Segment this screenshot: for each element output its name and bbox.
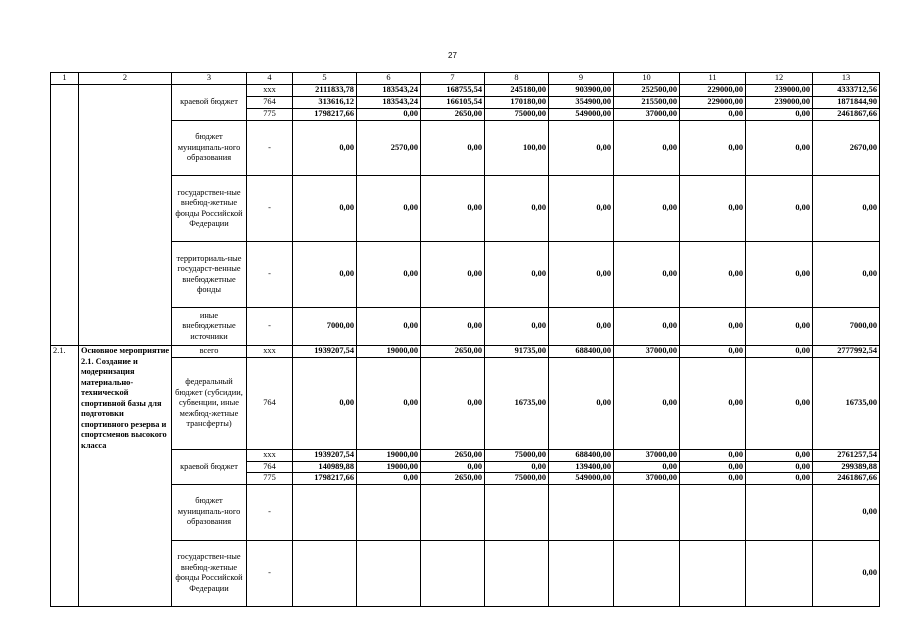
- federal-budget-row: [51, 358, 880, 450]
- value-col-7: 2650,00: [421, 473, 485, 485]
- value-col-5: [293, 484, 357, 540]
- value-col-9: 0,00: [549, 121, 614, 176]
- value-col-10: [614, 540, 680, 606]
- value-col-11: 0,00: [680, 109, 746, 121]
- value-col-7: [421, 484, 485, 540]
- column-header-6: 6: [357, 73, 421, 85]
- value-col-5: 1939207,54: [293, 346, 357, 358]
- budget-code: 764: [247, 97, 293, 109]
- column-header-13: 13: [813, 73, 880, 85]
- value-col-12: 0,00: [746, 242, 813, 308]
- value-col-10: 0,00: [614, 242, 680, 308]
- value-col-5: 2111833,78: [293, 85, 357, 97]
- value-col-7: 0,00: [421, 461, 485, 473]
- value-col-9: 903900,00: [549, 85, 614, 97]
- budget-code: ххх: [247, 346, 293, 358]
- value-col-5: 7000,00: [293, 308, 357, 346]
- budget-code: ххх: [247, 450, 293, 462]
- value-col-9: 0,00: [549, 358, 614, 450]
- source-row: [51, 121, 880, 176]
- value-col-12: [746, 484, 813, 540]
- source-row: [51, 242, 880, 308]
- source-row: [51, 540, 880, 606]
- value-col-9: 354900,00: [549, 97, 614, 109]
- value-col-6: 183543,24: [357, 97, 421, 109]
- value-col-8: 0,00: [485, 242, 549, 308]
- value-col-11: 229000,00: [680, 97, 746, 109]
- source-label: краевой бюджет: [172, 450, 247, 485]
- value-col-13: 2461867,66: [813, 109, 880, 121]
- budget-code: -: [247, 176, 293, 242]
- value-col-5: 0,00: [293, 176, 357, 242]
- value-col-8: 100,00: [485, 121, 549, 176]
- value-col-6: 0,00: [357, 109, 421, 121]
- krai-budget-row: [51, 85, 880, 97]
- value-col-10: 37000,00: [614, 473, 680, 485]
- value-col-10: 37000,00: [614, 109, 680, 121]
- budget-code: 775: [247, 473, 293, 485]
- value-col-8: 91735,00: [485, 346, 549, 358]
- value-col-13: 16735,00: [813, 358, 880, 450]
- source-label: территориаль-ные государст-венные внебюджетные фонды: [172, 242, 247, 308]
- value-col-10: 215500,00: [614, 97, 680, 109]
- value-col-8: 16735,00: [485, 358, 549, 450]
- value-col-13: 0,00: [813, 242, 880, 308]
- value-col-11: 0,00: [680, 358, 746, 450]
- value-col-9: 0,00: [549, 242, 614, 308]
- value-col-10: 252500,00: [614, 85, 680, 97]
- value-col-10: 37000,00: [614, 450, 680, 462]
- source-label: бюджет муниципаль-ного образования: [172, 484, 247, 540]
- value-col-12: [746, 540, 813, 606]
- value-col-7: 2650,00: [421, 109, 485, 121]
- value-col-13: 2761257,54: [813, 450, 880, 462]
- budget-code: -: [247, 242, 293, 308]
- value-col-6: 0,00: [357, 176, 421, 242]
- value-col-11: 229000,00: [680, 85, 746, 97]
- value-col-8: 75000,00: [485, 450, 549, 462]
- value-col-5: 0,00: [293, 242, 357, 308]
- value-col-11: 0,00: [680, 121, 746, 176]
- value-col-7: 2650,00: [421, 450, 485, 462]
- value-col-5: 1939207,54: [293, 450, 357, 462]
- value-col-8: 0,00: [485, 308, 549, 346]
- value-col-10: 37000,00: [614, 346, 680, 358]
- value-col-8: [485, 540, 549, 606]
- value-col-12: 0,00: [746, 176, 813, 242]
- value-col-6: [357, 484, 421, 540]
- value-col-9: 0,00: [549, 308, 614, 346]
- value-col-7: 0,00: [421, 176, 485, 242]
- value-col-12: 0,00: [746, 473, 813, 485]
- value-col-6: [357, 540, 421, 606]
- column-header-12: 12: [746, 73, 813, 85]
- source-row: [51, 484, 880, 540]
- value-col-6: 19000,00: [357, 461, 421, 473]
- budget-code: -: [247, 484, 293, 540]
- value-col-13: 4333712,56: [813, 85, 880, 97]
- budget-table: [50, 72, 880, 607]
- value-col-5: 0,00: [293, 121, 357, 176]
- value-col-7: 0,00: [421, 242, 485, 308]
- value-col-12: 0,00: [746, 109, 813, 121]
- value-col-11: 0,00: [680, 450, 746, 462]
- value-col-13: 0,00: [813, 484, 880, 540]
- value-col-7: 0,00: [421, 308, 485, 346]
- table-body: [51, 73, 880, 607]
- value-col-8: 75000,00: [485, 109, 549, 121]
- source-label: краевой бюджет: [172, 85, 247, 121]
- source-label: федеральный бюджет (субсидии, субвенции, иные межбюд-жетные трансферты): [172, 358, 247, 450]
- value-col-8: 0,00: [485, 461, 549, 473]
- value-col-11: 0,00: [680, 242, 746, 308]
- value-col-9: 0,00: [549, 176, 614, 242]
- value-col-13: 2461867,66: [813, 473, 880, 485]
- value-col-12: 0,00: [746, 308, 813, 346]
- source-label: всего: [172, 346, 247, 358]
- source-label: иные внебюджетные источники: [172, 308, 247, 346]
- value-col-9: 549000,00: [549, 109, 614, 121]
- source-label: государствен-ные внебюд-жетные фонды Российской Федерации: [172, 540, 247, 606]
- value-col-8: 0,00: [485, 176, 549, 242]
- value-col-6: 0,00: [357, 308, 421, 346]
- value-col-10: 0,00: [614, 308, 680, 346]
- value-col-7: 168755,54: [421, 85, 485, 97]
- budget-code: -: [247, 540, 293, 606]
- value-col-6: 0,00: [357, 473, 421, 485]
- value-col-8: 245180,00: [485, 85, 549, 97]
- column-header-3: 3: [172, 73, 247, 85]
- value-col-13: 299389,88: [813, 461, 880, 473]
- event-name-cell: [79, 85, 172, 346]
- value-col-12: 0,00: [746, 461, 813, 473]
- value-col-10: 0,00: [614, 461, 680, 473]
- value-col-12: 0,00: [746, 450, 813, 462]
- row-number-cell: [51, 85, 79, 346]
- value-col-6: 0,00: [357, 358, 421, 450]
- value-col-12: 239000,00: [746, 85, 813, 97]
- value-col-13: 7000,00: [813, 308, 880, 346]
- value-col-7: 0,00: [421, 358, 485, 450]
- value-col-11: 0,00: [680, 308, 746, 346]
- value-col-5: 140989,88: [293, 461, 357, 473]
- value-col-11: [680, 540, 746, 606]
- total-row: [51, 346, 880, 358]
- value-col-6: 2570,00: [357, 121, 421, 176]
- value-col-8: 170180,00: [485, 97, 549, 109]
- value-col-12: 0,00: [746, 121, 813, 176]
- value-col-13: 0,00: [813, 176, 880, 242]
- column-header-4: 4: [247, 73, 293, 85]
- value-col-5: 1798217,66: [293, 473, 357, 485]
- budget-code: -: [247, 121, 293, 176]
- value-col-8: 75000,00: [485, 473, 549, 485]
- source-row: [51, 308, 880, 346]
- column-header-5: 5: [293, 73, 357, 85]
- value-col-5: [293, 540, 357, 606]
- value-col-10: 0,00: [614, 176, 680, 242]
- source-label: бюджет муниципаль-ного образования: [172, 121, 247, 176]
- value-col-7: 2650,00: [421, 346, 485, 358]
- column-header-1: 1: [51, 73, 79, 85]
- value-col-12: 239000,00: [746, 97, 813, 109]
- source-label: государствен-ные внебюд-жетные фонды Российской Федерации: [172, 176, 247, 242]
- budget-code: 764: [247, 461, 293, 473]
- budget-code: 775: [247, 109, 293, 121]
- budget-code: 764: [247, 358, 293, 450]
- value-col-11: [680, 484, 746, 540]
- value-col-11: 0,00: [680, 461, 746, 473]
- value-col-11: 0,00: [680, 176, 746, 242]
- value-col-8: [485, 484, 549, 540]
- event-name-cell: Основное мероприятие 2.1. Создание и модернизация материально-технической спортивной базы для подготовки спортивного резерва и спортсменов высокого класса: [79, 346, 172, 607]
- value-col-7: 166105,54: [421, 97, 485, 109]
- value-col-5: 0,00: [293, 358, 357, 450]
- value-col-9: 688400,00: [549, 346, 614, 358]
- value-col-10: 0,00: [614, 358, 680, 450]
- column-header-11: 11: [680, 73, 746, 85]
- value-col-9: [549, 540, 614, 606]
- value-col-10: 0,00: [614, 121, 680, 176]
- value-col-9: 549000,00: [549, 473, 614, 485]
- value-col-9: 688400,00: [549, 450, 614, 462]
- value-col-9: 139400,00: [549, 461, 614, 473]
- value-col-9: [549, 484, 614, 540]
- column-header-10: 10: [614, 73, 680, 85]
- value-col-10: [614, 484, 680, 540]
- value-col-11: 0,00: [680, 346, 746, 358]
- value-col-6: 19000,00: [357, 346, 421, 358]
- value-col-5: 313616,12: [293, 97, 357, 109]
- value-col-7: 0,00: [421, 121, 485, 176]
- value-col-11: 0,00: [680, 473, 746, 485]
- value-col-6: 19000,00: [357, 450, 421, 462]
- source-row: [51, 176, 880, 242]
- value-col-12: 0,00: [746, 358, 813, 450]
- page-number: 27: [448, 51, 457, 60]
- column-header-8: 8: [485, 73, 549, 85]
- value-col-13: 0,00: [813, 540, 880, 606]
- value-col-12: 0,00: [746, 346, 813, 358]
- header-row: [51, 73, 880, 85]
- value-col-7: [421, 540, 485, 606]
- budget-code: ххх: [247, 85, 293, 97]
- value-col-13: 2777992,54: [813, 346, 880, 358]
- column-header-9: 9: [549, 73, 614, 85]
- krai-budget-row: [51, 450, 880, 462]
- row-number-cell: 2.1.: [51, 346, 79, 607]
- value-col-13: 2670,00: [813, 121, 880, 176]
- budget-code: -: [247, 308, 293, 346]
- column-header-2: 2: [79, 73, 172, 85]
- value-col-13: 1871844,90: [813, 97, 880, 109]
- value-col-5: 1798217,66: [293, 109, 357, 121]
- value-col-6: 183543,24: [357, 85, 421, 97]
- column-header-7: 7: [421, 73, 485, 85]
- value-col-6: 0,00: [357, 242, 421, 308]
